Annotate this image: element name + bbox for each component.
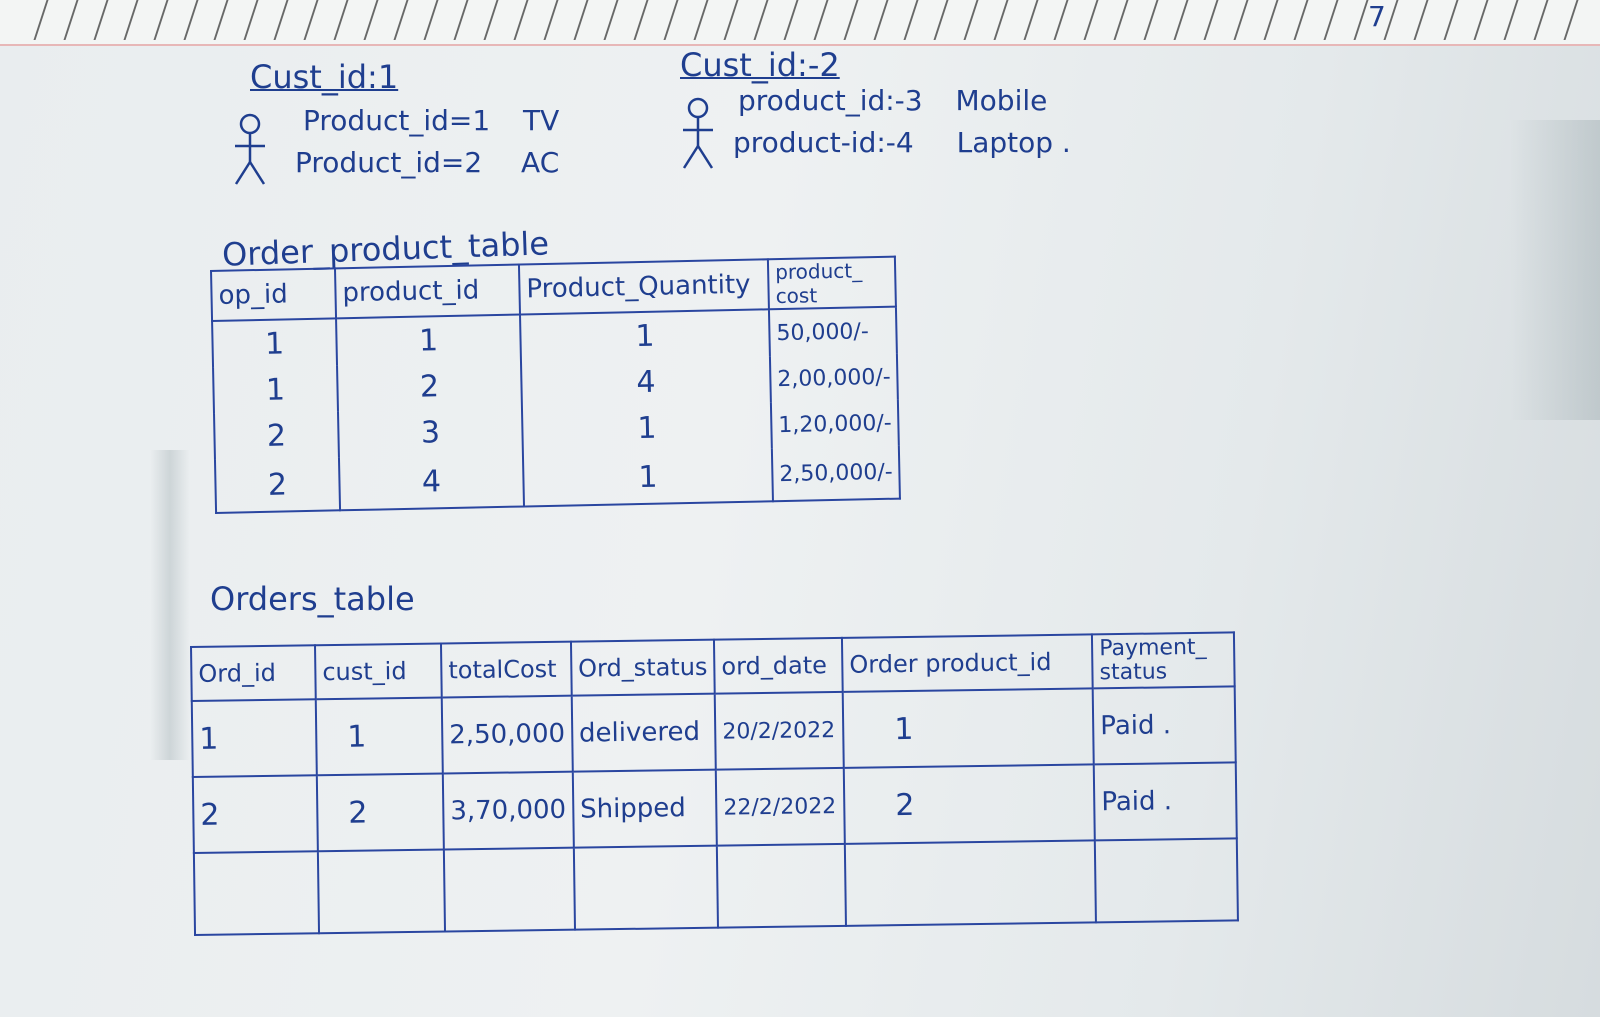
table-cell: 4 xyxy=(339,453,524,510)
customer-1-title: Cust_id:1 xyxy=(250,58,399,96)
table-cell: 3 xyxy=(338,407,523,457)
spiral-tick xyxy=(1114,0,1129,40)
spiral-tick xyxy=(364,0,379,40)
spiral-tick xyxy=(1024,0,1039,40)
spiral-tick xyxy=(1564,0,1579,40)
spiral-tick xyxy=(184,0,199,40)
table-cell: delivered xyxy=(572,694,716,772)
spiral-tick xyxy=(1474,0,1489,40)
column-header: Ord_id xyxy=(191,645,316,701)
product-id-label: Product_id=2 xyxy=(295,146,483,179)
product-name: TV xyxy=(523,104,560,137)
customer-2-title: Cust_id:-2 xyxy=(680,46,840,84)
spiral-tick xyxy=(1444,0,1459,40)
spiral-tick xyxy=(634,0,649,40)
product-name: Laptop . xyxy=(956,126,1071,159)
table-cell: 2,00,000/- xyxy=(770,354,898,403)
table-cell: 1 xyxy=(520,309,770,361)
table-cell: Paid . xyxy=(1094,762,1237,840)
spiral-tick xyxy=(1504,0,1519,40)
spiral-tick xyxy=(574,0,589,40)
spiral-tick xyxy=(1354,0,1369,40)
spiral-tick xyxy=(1054,0,1069,40)
spiral-tick xyxy=(1144,0,1159,40)
page-number: 7 xyxy=(1368,0,1386,33)
customer-1-product-1 xyxy=(303,104,559,137)
spiral-tick xyxy=(214,0,229,40)
table-row xyxy=(194,838,1238,935)
spiral-tick xyxy=(1084,0,1099,40)
product-id-label: product_id:-3 xyxy=(738,84,923,117)
table-cell: 22/2/2022 xyxy=(716,768,845,846)
order-product-table-title: Order_product_table xyxy=(221,224,550,274)
spiral-tick xyxy=(784,0,799,40)
spiral-tick xyxy=(244,0,259,40)
table-cell xyxy=(574,846,718,930)
customer-2-product-2 xyxy=(733,126,1071,159)
spiral-tick xyxy=(424,0,439,40)
spiral-tick xyxy=(64,0,79,40)
spiral-tick xyxy=(754,0,769,40)
column-header: Product_Quantity xyxy=(519,259,769,314)
table-cell: 1 xyxy=(213,365,338,414)
product-name: AC xyxy=(521,146,560,179)
product-id-label: Product_id=1 xyxy=(303,104,491,137)
table-row xyxy=(193,762,1237,853)
spiral-tick xyxy=(1294,0,1309,40)
table-cell xyxy=(717,844,846,928)
notebook-spiral-edge xyxy=(0,0,1600,46)
table-cell xyxy=(845,840,1096,925)
spiral-tick xyxy=(964,0,979,40)
table-cell: 4 xyxy=(521,356,771,407)
table-cell: 1,20,000/- xyxy=(771,400,899,449)
column-header: ord_date xyxy=(714,638,843,694)
table-cell: 1 xyxy=(192,699,317,777)
spiral-tick xyxy=(814,0,829,40)
customer-2-product-1 xyxy=(738,84,1047,117)
spiral-tick xyxy=(1204,0,1219,40)
spiral-tick xyxy=(544,0,559,40)
spiral-tick xyxy=(154,0,169,40)
orders-table-title: Orders_table xyxy=(210,580,415,618)
spiral-tick xyxy=(1324,0,1339,40)
spiral-tick xyxy=(394,0,409,40)
column-header: cust_id xyxy=(315,643,442,699)
table-cell: Paid . xyxy=(1093,686,1236,764)
column-header: product_id xyxy=(335,265,520,319)
spiral-tick xyxy=(904,0,919,40)
orders-table xyxy=(190,631,1239,936)
table-cell: 2 xyxy=(337,362,522,412)
spiral-tick xyxy=(454,0,469,40)
table-cell: 1 xyxy=(212,318,337,368)
column-header: Ord_status xyxy=(571,640,715,696)
table-cell: 1 xyxy=(843,688,1094,767)
spiral-tick xyxy=(1264,0,1279,40)
spiral-tick xyxy=(484,0,499,40)
column-header: Order product_id xyxy=(842,634,1093,691)
person-icon xyxy=(230,112,270,188)
table-cell: 2 xyxy=(317,773,444,851)
spiral-tick xyxy=(1414,0,1429,40)
table-cell: 1 xyxy=(522,402,772,453)
spiral-tick xyxy=(874,0,889,40)
spiral-tick xyxy=(94,0,109,40)
table-cell xyxy=(444,848,575,932)
product-name: Mobile xyxy=(955,84,1048,117)
table-cell: 1 xyxy=(316,697,443,775)
spiral-tick xyxy=(844,0,859,40)
spiral-tick xyxy=(124,0,139,40)
table-cell xyxy=(318,849,445,933)
table-cell: 1 xyxy=(523,448,773,506)
table-cell: 3,70,000 xyxy=(443,772,574,850)
column-header: totalCost xyxy=(441,642,572,698)
table-cell xyxy=(194,851,319,935)
table-cell: 2,50,000/- xyxy=(772,446,900,502)
page-shadow-left xyxy=(150,450,190,760)
table-cell: 1 xyxy=(336,315,521,366)
spiral-tick xyxy=(34,0,49,40)
column-header: product_ cost xyxy=(768,257,896,310)
order-product-table xyxy=(210,256,901,514)
table-row xyxy=(192,686,1236,777)
column-header: op_id xyxy=(211,268,336,321)
customer-1-product-2 xyxy=(295,146,559,179)
table-cell: 2 xyxy=(844,764,1095,843)
table-cell: 20/2/2022 xyxy=(715,692,844,770)
table-cell xyxy=(1095,838,1238,922)
table-cell: 2,50,000 xyxy=(442,696,573,774)
spiral-tick xyxy=(1534,0,1549,40)
product-id-label: product-id:-4 xyxy=(733,126,914,159)
column-header: Payment_ status xyxy=(1092,632,1235,688)
spiral-tick xyxy=(514,0,529,40)
spiral-tick xyxy=(724,0,739,40)
spiral-tick xyxy=(1234,0,1249,40)
spiral-tick xyxy=(934,0,949,40)
table-cell: 2 xyxy=(214,411,339,460)
table-cell: Shipped xyxy=(573,770,717,848)
spiral-tick xyxy=(274,0,289,40)
spiral-tick xyxy=(304,0,319,40)
person-icon xyxy=(678,96,718,172)
table-cell: 2 xyxy=(193,775,318,853)
spiral-tick xyxy=(1174,0,1189,40)
table-cell: 2 xyxy=(215,457,340,513)
spiral-tick xyxy=(994,0,1009,40)
table-cell: 50,000/- xyxy=(769,307,897,357)
spiral-tick xyxy=(694,0,709,40)
page-shadow xyxy=(1510,120,1600,420)
spiral-tick xyxy=(604,0,619,40)
spiral-tick xyxy=(334,0,349,40)
spiral-tick xyxy=(664,0,679,40)
